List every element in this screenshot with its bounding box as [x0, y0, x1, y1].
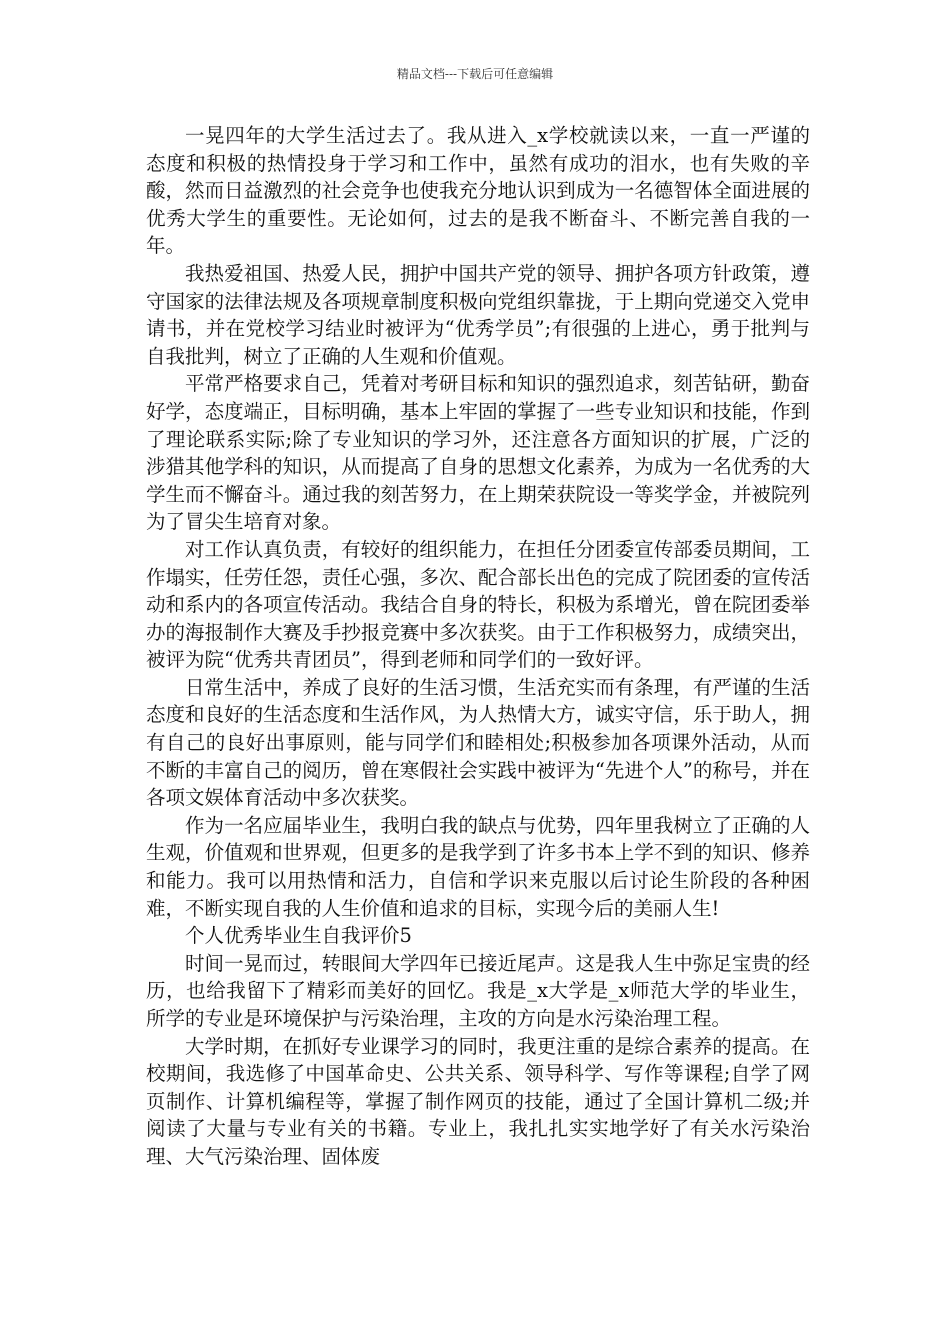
paragraph: 日常生活中，养成了良好的生活习惯，生活充实而有条理，有严谨的生活态度和良好的生活态度和生活作风，为人热情大方，诚实守信，乐于助人，拥有自己的良好出事原则，能与同学们和睦相处;积极参加各项课外活动，从而不断的丰富自己的阅历，曾在寒假社会实践中被评为“先进个人”的称号，并在各项文娱体育活动中多次获奖。 [146, 675, 810, 810]
paragraph: 作为一名应届毕业生，我明白我的缺点与优势，四年里我树立了正确的人生观，价值观和世界观，但更多的是我学到了许多书本上学不到的知识、修养和能力。我可以用热情和活力，自信和学识来克服以后讨论生阶段的各种困难，不断实现自我的人生价值和追求的目标，实现今后的美丽人生! [146, 813, 810, 920]
paragraph: 平常严格要求自己，凭着对考研目标和知识的强烈追求，刻苦钻研，勤奋好学，态度端正，目标明确，基本上牢固的掌握了一些专业知识和技能，作到了理论联系实际;除了专业知识的学习外，还注意各方面知识的扩展，广泛的涉猎其他学科的知识，从而提高了自身的思想文化素养，为成为一名优秀的大学生而不懈奋斗。通过我的刻苦努力，在上期荣获院设一等奖学金，并被院列为了冒尖生培育对象。 [146, 372, 810, 534]
paragraph: 我热爱祖国、热爱人民，拥护中国共产党的领导、拥护各项方针政策，遵守国家的法律法规及各项规章制度积极向党组织靠拢，于上期向党递交入党申请书，并在党校学习结业时被评为“优秀学员”;有很强的上进心，勇于批判与自我批判，树立了正确的人生观和价值观。 [146, 261, 810, 368]
page-header: 精品文档---下载后可任意编辑 [396, 67, 554, 81]
paragraph: 一晃四年的大学生活过去了。我从进入_x学校就读以来，一直一严谨的态度和积极的热情投身于学习和工作中，虽然有成功的泪水，也有失败的辛酸，然而日益激烈的社会竞争也使我充分地认识到成为一名德智体全面进展的优秀大学生的重要性。无论如何，过去的是我不断奋斗、不断完善自我的一年。 [146, 124, 810, 258]
section-heading: 个人优秀毕业生自我评价5 [185, 924, 412, 948]
paragraph: 大学时期，在抓好专业课学习的同时，我更注重的是综合素养的提高。在校期间，我选修了中国革命史、公共关系、领导科学、写作等课程;自学了网页制作、计算机编程等，掌握了制作网页的技能，通过了全国计算机二级;并阅读了大量与专业有关的书籍。专业上，我扎扎实实地学好了有关水污染治理、大气污染治理、固体废 [146, 1034, 810, 1168]
paragraph: 时间一晃而过，转眼间大学四年已接近尾声。这是我人生中弥足宝贵的经历，也给我留下了精彩而美好的回忆。我是_x大学是_x师范大学的毕业生，所学的专业是环境保护与污染治理，主攻的方向是水污染治理工程。 [146, 951, 810, 1030]
document-body [146, 122, 810, 1171]
paragraph: 对工作认真负责，有较好的组织能力，在担任分团委宣传部委员期间，工作塌实，任劳任怨，责任心强，多次、配合部长出色的完成了院团委的宣传活动和系内的各项宣传活动。我结合自身的特长，积极为系增光，曾在院团委举办的海报制作大赛及手抄报竞赛中多次获奖。由于工作积极努力，成绩突出，被评为院“优秀共青团员”，得到老师和同学们的一致好评。 [146, 537, 810, 672]
